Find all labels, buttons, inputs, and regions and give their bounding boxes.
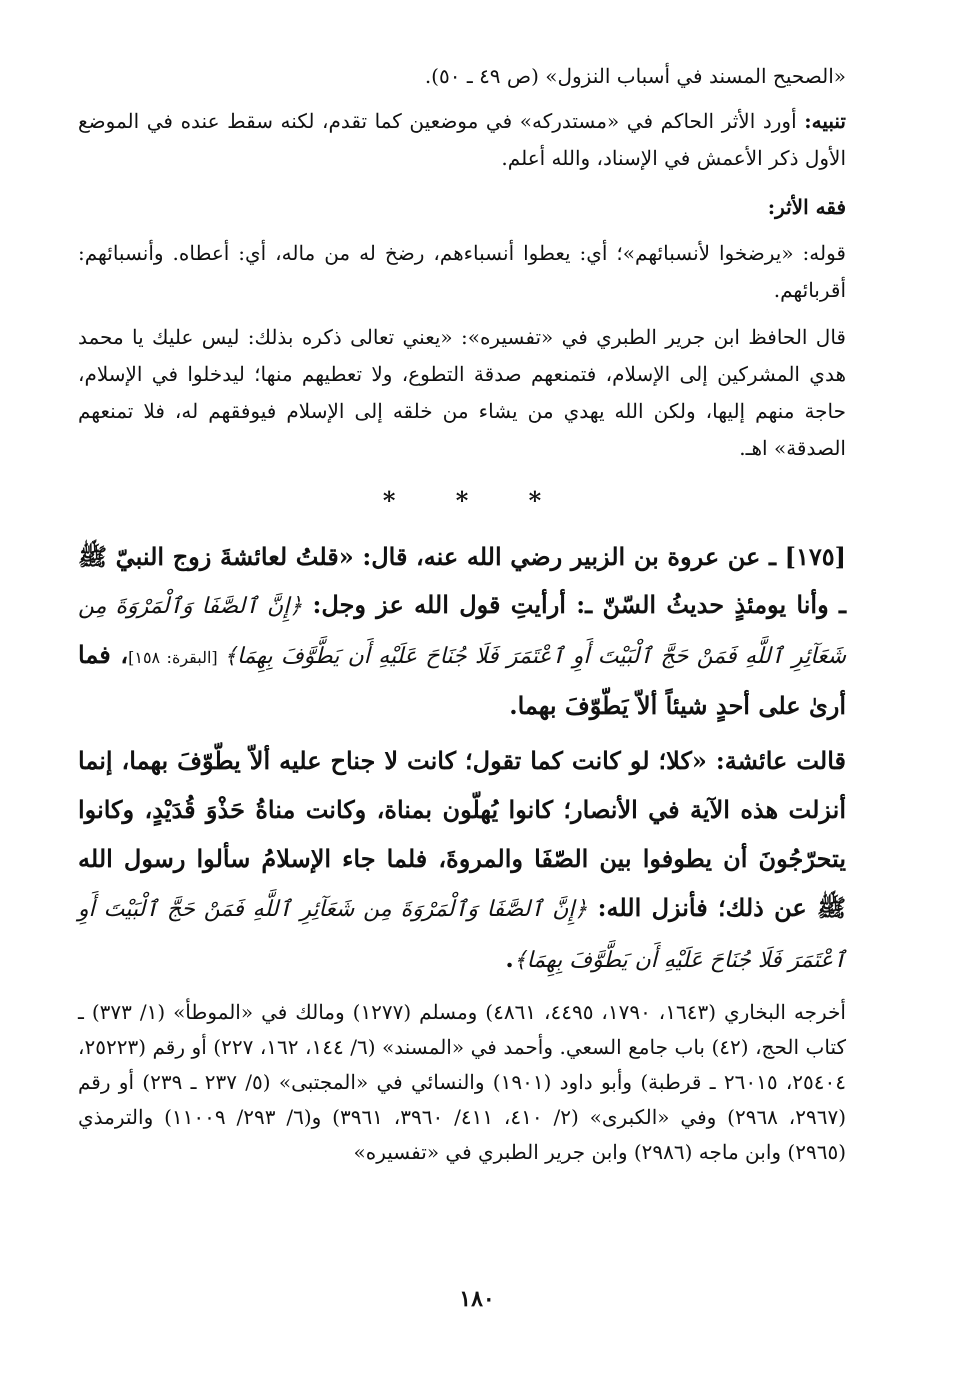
quran-verse-1: ﴿إِنَّ ٱلصَّفَا وَٱلْمَرْوَةَ مِن شَعَآئِرِ ٱللَّهِ فَمَنْ حَجَّ ٱلْبَيْتَ أَوِ ٱعْتَمَرَ فَلَا جُنَاحَ عَلَيْهِ أَن يَطَّوَّفَ بِهِمَا﴾ [78, 594, 847, 669]
fiqh-heading: فقه الأثر: [767, 195, 846, 219]
hadith-175-second-paragraph [78, 736, 846, 985]
verse-reference: [البقرة: ١٥٨] [128, 648, 225, 667]
section-separator: * * * [382, 486, 568, 515]
takhrij-paragraph: أخرجه البخاري (١٦٤٣، ١٧٩٠، ٤٤٩٥، ٤٨٦١) ومسلم (١٢٧٧) ومالك في «الموطأ» (١/ ٣٧٣) ـ كتاب الحج، (٤٢) باب جامع السعي. وأحمد في «المسند» (٦/ ١٤٤، ١٦٢، ٢٢٧) أو رقم (٢٥٢٢٣، ٢٥٤٠٤، ٢٦٠١٥ ـ قرطبة) وأبو داود (١٩٠١) والنسائي في «المجتبى» (٥/ ٢٣٧ ـ ٢٣٩) أو رقم (٢٩٦٧، ٢٩٦٨) وفي «الكبرى» (٢/ ٤١٠، ٤١١/ ٣٩٦٠، ٣٩٦١) و(٦/ ٢٩٣/ ١١٠٠٩) والترمذي (٢٩٦٥) وابن ماجه (٢٩٨٦) وابن جرير الطبري في «تفسيره» [78, 1000, 847, 1164]
hadith-text-2: ، فما أرىٰ على أحدٍ شيئاً ألاّ يَطّوّفَ بهما. [78, 640, 846, 720]
fiqh-paragraph-2: قال الحافظ ابن جرير الطبري في «تفسيره»: «يعني تعالى ذكره بذلك: ليس عليك يا محمد هدي المشركين إلى الإسلام، فتمنعهم صدقة التطوع، ولا تعطيهم منها؛ ليدخلوا في الإسلام، حاجة منهم إليها، ولكن الله يهدي من يشاء من خلقه إلى الإسلام فيوفقهم له، فلا تمنعهم الصدقة» اهـ. [78, 325, 846, 460]
hadith-end: . [505, 944, 514, 973]
note-label: تنبيه: [804, 109, 846, 133]
hadith-text-3: قالت عائشة: «كلا؛ لو كانت كما تقول؛ كانت لا جناح عليه ألاّ يطّوّفَ بهما، إنما أنزلت هذه الآية في الأنصار؛ كانوا يُهلّون بمناة، وكانت مناةُ حَذْوَ قُدَيْدٍ، وكانوا يتحرّجُونَ أن يطوفوا بين الصّفَا والمروةَ، فلما جاء الإسلامُ سألوا رسول الله ﷺ عن ذلك؛ فأنزل الله: [78, 746, 846, 922]
note-text: أورد الأثر الحاكم في «مستدركه» في موضعين كما تقدم، لكنه سقط عنده في الموضع الأول ذكر الأعمش في الإسناد، والله أعلم. [78, 109, 846, 170]
quran-verse-2: ﴿إِنَّ ٱلصَّفَا وَٱلْمَرْوَةَ مِن شَعَآئِرِ ٱللَّهِ فَمَنْ حَجَّ ٱلْبَيْتَ أَوِ ٱعْتَمَرَ فَلَا جُنَاحَ عَلَيْهِ أَن يَطَّوَّفَ بِهِمَا﴾ [78, 897, 846, 973]
hadith-text-1: [١٧٥] ـ عن عروة بن الزبير رضي الله عنه، قال: «قلتُ لعائشةَ زوج النبيّ ﷺ ـ وأنا يومئذٍ حديثُ السّنّ ـ: أرأيتِ قول الله عز وجل: [78, 542, 846, 619]
page-number: ١٨٠ [459, 1286, 495, 1312]
intro-line: «الصحيح المسند في أسباب النزول» (ص ٤٩ ـ ٥٠). [424, 64, 846, 88]
fiqh-paragraph-1: قوله: «يرضخوا لأنسبائهم»؛ أي: يعطوا أنسباءهم، رضخ له من ماله، أي: أعطاه. وأنسبائهم: أقربائهم. [78, 241, 846, 302]
hadith-175-first-paragraph [78, 533, 846, 730]
note-paragraph [78, 103, 846, 177]
